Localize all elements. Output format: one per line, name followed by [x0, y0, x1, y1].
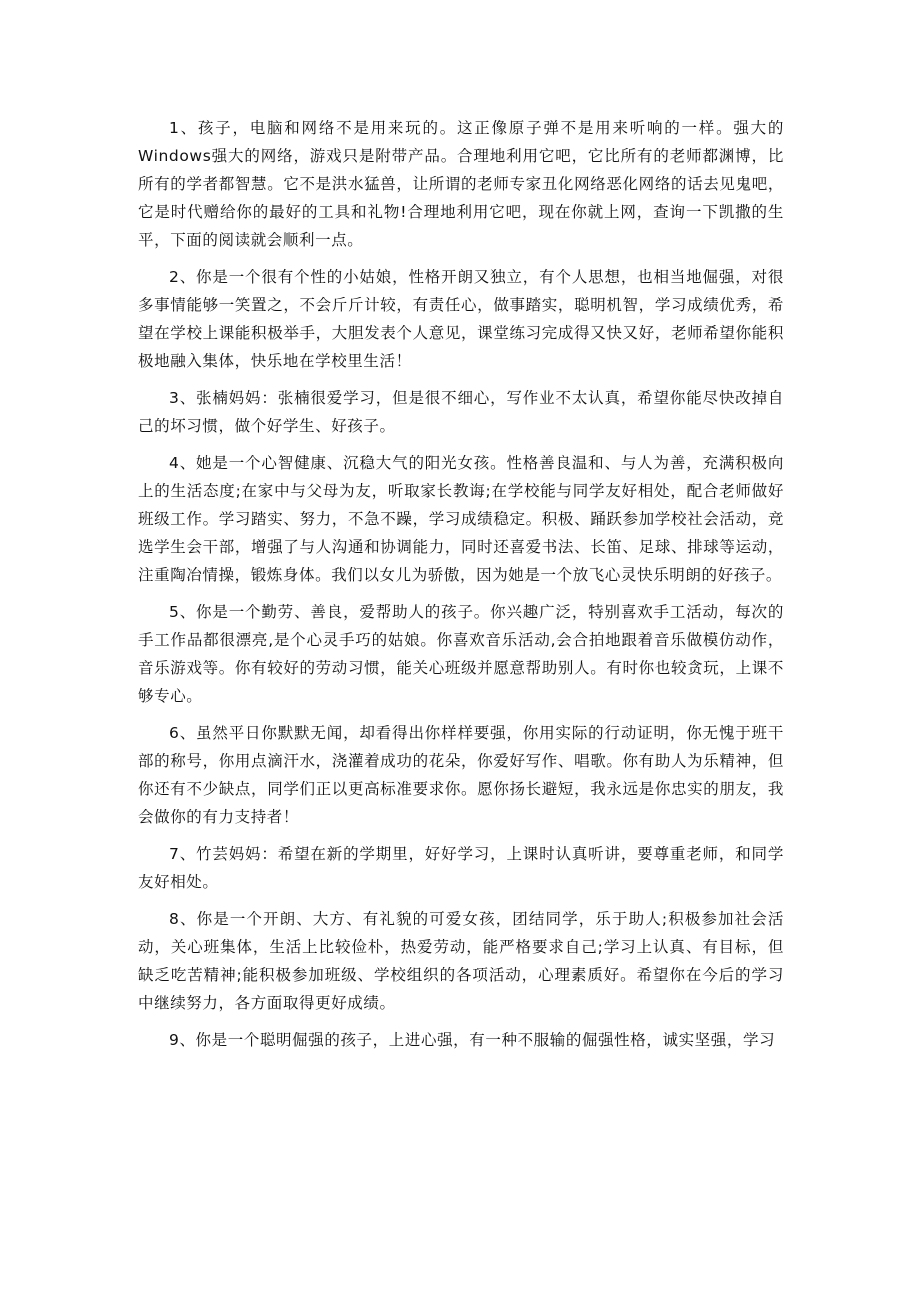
- paragraph-6: 6、虽然平日你默默无闻，却看得出你样样要强，你用实际的行动证明，你无愧于班干部的称号，你用点滴汗水，浇灌着成功的花朵，你爱好写作、唱歌。你有助人为乐精神，但你还有不少缺点，同学们正以更高标准要求你。愿你扬长避短，我永远是你忠实的朋友，我会做你的有力支持者！: [138, 724, 784, 826]
- paragraph-1: 1、孩子，电脑和网络不是用来玩的。这正像原子弹不是用来听响的一样。强大的Windows强大的网络，游戏只是附带产品。合理地利用它吧，它比所有的老师都渊博，比所有的学者都智慧。它不是洪水猛兽，让所谓的老师专家丑化网络恶化网络的话去见鬼吧，它是时代赠给你的最好的工具和礼物!合理地利用它吧，现在你就上网，查询一下凯撒的生平，下面的阅读就会顺利一点。: [138, 119, 784, 249]
- paragraph-2: 2、你是一个很有个性的小姑娘，性格开朗又独立，有个人思想，也相当地倔强，对很多事情能够一笑置之，不会斤斤计较，有责任心，做事踏实，聪明机智，学习成绩优秀，希望在学校上课能积极举手，大胆发表个人意见，课堂练习完成得又快又好，老师希望你能积极地融入集体，快乐地在学校里生活！: [138, 268, 784, 370]
- document-body: [138, 114, 784, 1054]
- paragraph-8: 8、你是一个开朗、大方、有礼貌的可爱女孩，团结同学，乐于助人;积极参加社会活动，关心班集体，生活上比较俭朴，热爱劳动，能严格要求自己;学习上认真、有目标，但缺乏吃苦精神;能积极参加班级、学校组织的各项活动，心理素质好。希望你在今后的学习中继续努力，各方面取得更好成绩。: [138, 910, 784, 1012]
- paragraph-3: 3、张楠妈妈：张楠很爱学习，但是很不细心，写作业不太认真，希望你能尽快改掉自己的坏习惯，做个好学生、好孩子。: [138, 389, 784, 435]
- paragraph-7: 7、竹芸妈妈：希望在新的学期里，好好学习，上课时认真听讲，要尊重老师，和同学友好相处。: [138, 845, 784, 891]
- paragraph-4: 4、她是一个心智健康、沉稳大气的阳光女孩。性格善良温和、与人为善，充满积极向上的生活态度;在家中与父母为友，听取家长教诲;在学校能与同学友好相处，配合老师做好班级工作。学习踏实、努力，不急不躁，学习成绩稳定。积极、踊跃参加学校社会活动，竞选学生会干部，增强了与人沟通和协调能力，同时还喜爱书法、长笛、足球、排球等运动，注重陶冶情操，锻炼身体。我们以女儿为骄傲，因为她是一个放飞心灵快乐明朗的好孩子。: [138, 454, 784, 584]
- paragraph-9: 9、你是一个聪明倔强的孩子，上进心强，有一种不服输的倔强性格，诚实坚强，学习: [169, 1031, 776, 1049]
- paragraph-5: 5、你是一个勤劳、善良，爱帮助人的孩子。你兴趣广泛，特别喜欢手工活动，每次的手工作品都很漂亮,是个心灵手巧的姑娘。你喜欢音乐活动,会合拍地跟着音乐做模仿动作，音乐游戏等。你有较好的劳动习惯，能关心班级并愿意帮助别人。有时你也较贪玩，上课不够专心。: [138, 603, 784, 705]
